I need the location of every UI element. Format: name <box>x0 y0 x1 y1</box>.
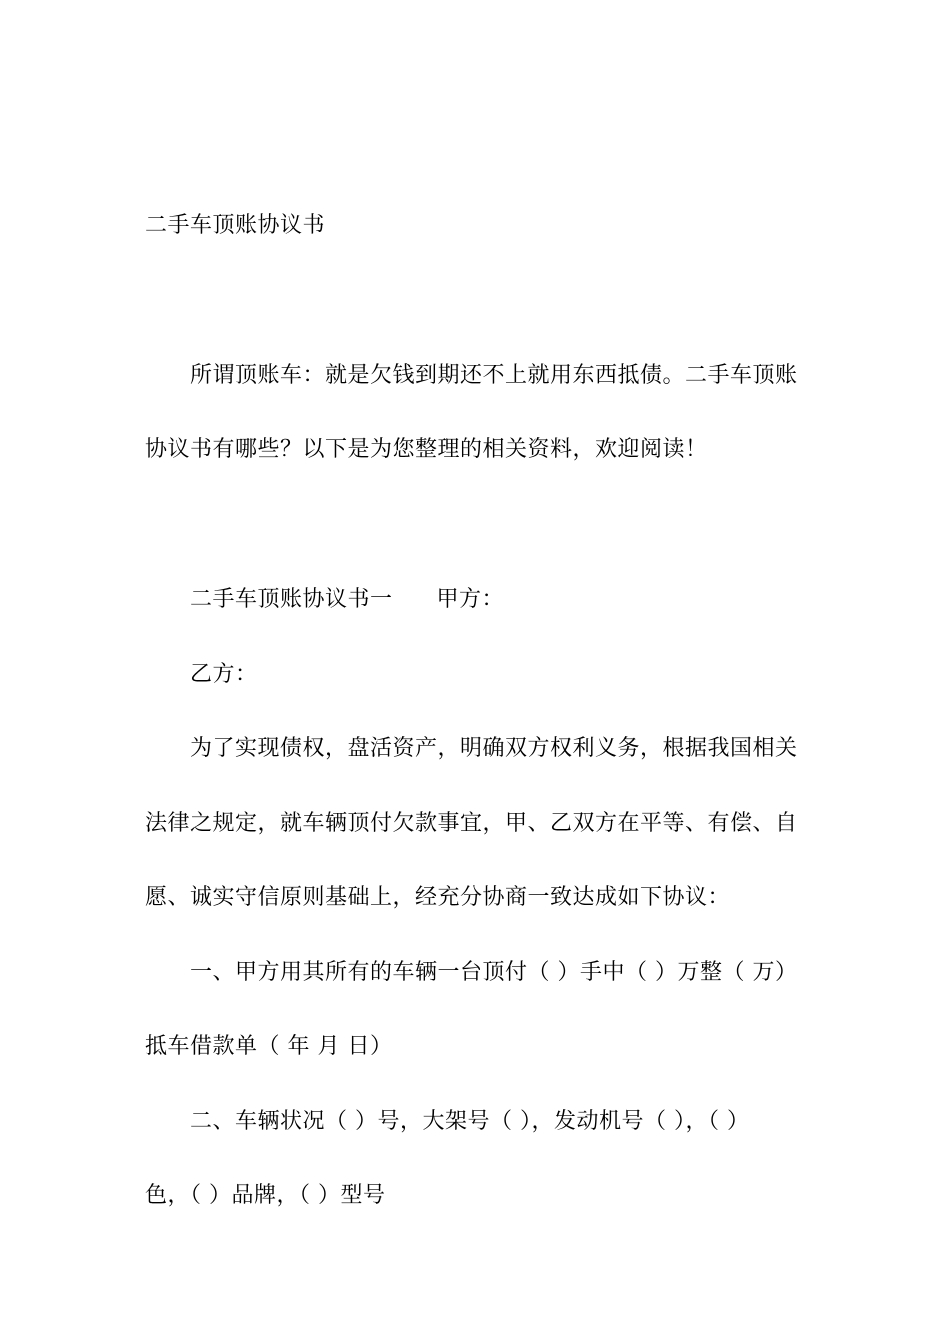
intro-paragraph-line-1: 所谓顶账车：就是欠钱到期还不上就用东西抵债。二手车顶账 <box>190 363 798 388</box>
section-heading: 二手车顶账协议书一 <box>190 587 393 612</box>
party-b-label: 乙方： <box>190 662 258 687</box>
purpose-paragraph-line-1: 为了实现债权，盘活资产，明确双方权利义务，根据我国相关 <box>190 736 798 761</box>
clause-1-line-1: 一、甲方用其所有的车辆一台顶付（ ）手中（ ）万整（ 万） <box>190 960 798 985</box>
section-heading-row <box>190 585 504 615</box>
clause-2-line-1: 二、车辆状况（ ）号，大架号（ ），发动机号（ ），（ ） <box>190 1109 750 1134</box>
purpose-paragraph-line-2: 法律之规定，就车辆顶付欠款事宜，甲、乙双方在平等、有偿、自 <box>145 811 798 836</box>
clause-1-line-2: 抵车借款单（ 年 月 日） <box>145 1034 393 1059</box>
intro-paragraph-line-2: 协议书有哪些？以下是为您整理的相关资料，欢迎阅读！ <box>145 437 708 462</box>
document-title: 二手车顶账协议书 <box>145 213 326 238</box>
party-a-label: 甲方： <box>436 587 505 612</box>
clause-2-line-2: 色，（ ）品牌，（ ）型号 <box>145 1183 386 1208</box>
purpose-paragraph-line-3: 愿、诚实守信原则基础上，经充分协商一致达成如下协议： <box>145 885 731 910</box>
